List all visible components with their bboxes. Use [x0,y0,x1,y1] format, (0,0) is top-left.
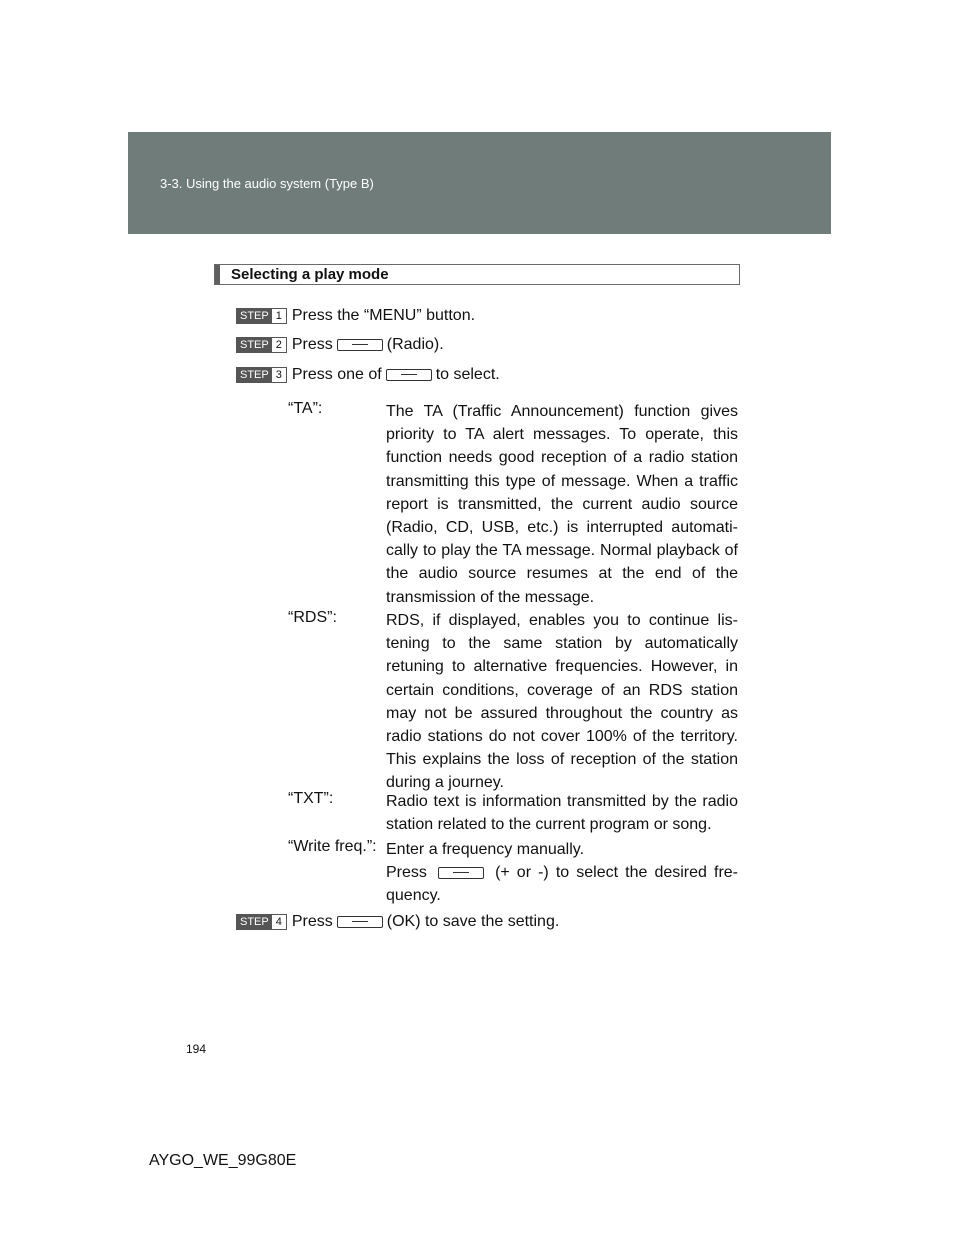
section-title-box [214,264,740,285]
step-4 [236,913,559,931]
soft-button-icon [438,867,484,879]
step-1 [236,307,475,325]
definition-term: “Write freq.”: [288,838,377,855]
definition-line: Press (+ or -) to select the desired fre-quency. [386,864,738,905]
definition-line: Enter a frequency manually. [386,841,585,858]
definition-desc: RDS, if displayed, enables you to continue lis-tening to the same station by automatically retuning to alternative frequencies. However, in certain conditions, coverage of an RDS station may not be assured throughout the country as radio stations do not cover 100% of the territory. This explains the loss of reception of the station during a journey. [386,612,738,792]
definition-term: “RDS”: [288,609,337,626]
chapter-section-label: 3-3. Using the audio system (Type B) [160,176,374,191]
document-code: AYGO_WE_99G80E [149,1152,297,1169]
step-badge: STEP 3 [236,367,287,383]
page-number: 194 [186,1042,207,1056]
title-accent-bar [215,265,220,284]
step-badge: STEP 4 [236,914,287,930]
step-badge: STEP 1 [236,308,287,324]
chapter-header-band [128,132,831,234]
soft-button-icon [337,339,383,351]
step-2 [236,336,444,354]
definition-term: “TXT”: [288,790,334,807]
soft-button-icon [386,369,432,381]
definition-term: “TA”: [288,400,323,417]
step-text: Press the “MENU” button. [291,307,476,324]
step-text: Press one of [291,366,382,383]
section-title: Selecting a play mode [231,266,389,283]
step-text-after: (OK) to save the setting. [386,913,560,930]
definition-desc [386,838,738,908]
soft-button-icon [337,916,383,928]
step-badge: STEP 2 [236,337,287,353]
step-text: Press [291,913,333,930]
step-text: Press [291,336,333,353]
step-3 [236,366,500,384]
step-text-after: to select. [435,366,500,383]
definition-desc: The TA (Traffic Announcement) function gives priority to TA alert messages. To operate, this function needs good reception of a radio station transmitting this type of message. When a traffic report is transmitted, the current audio source (Radio, CD, USB, etc.) is interrupted automati-cally to play the TA message. Normal playback of the audio source resumes at the end of the transmission of the message. [386,403,738,606]
step-text-after: (Radio). [386,336,444,353]
definition-desc: Radio text is information transmitted by the radio station related to the current program or song. [386,793,738,834]
